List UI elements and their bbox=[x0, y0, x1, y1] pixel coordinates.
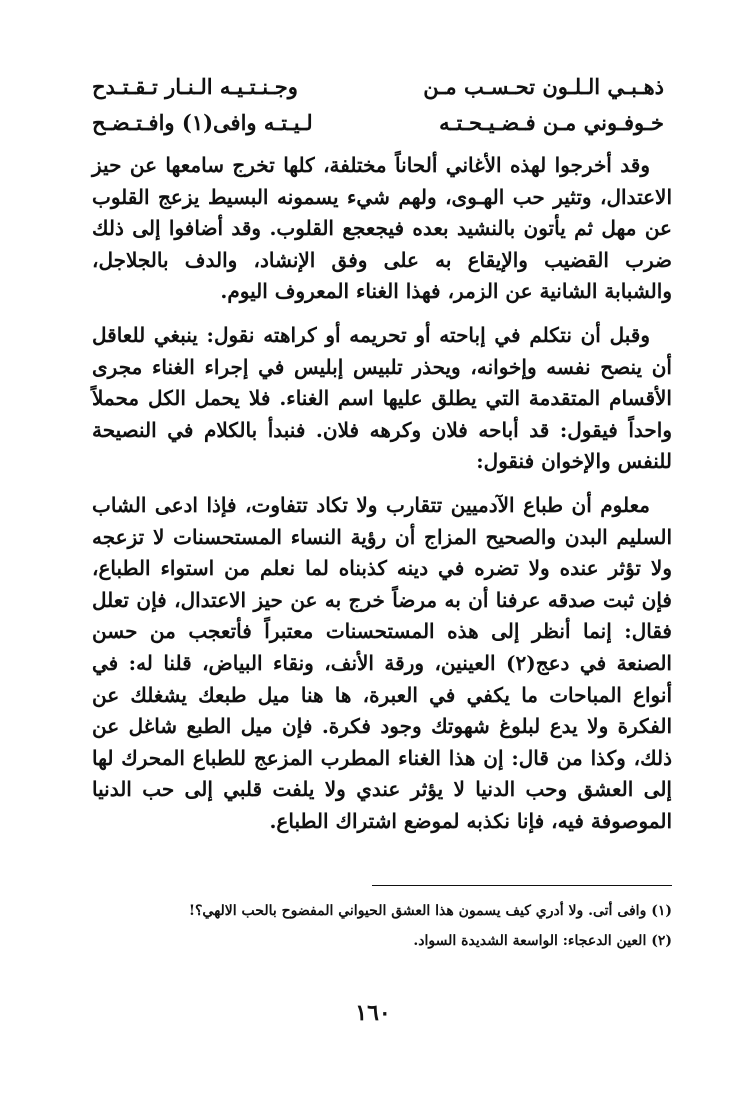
footnote-2: (٢) العين الدعجاء: الواسعة الشديدة السواد. bbox=[413, 933, 672, 949]
footnote-separator bbox=[372, 885, 672, 886]
verse-line-2-second-hemistich: لـيـتـه وافى(١) وافـتـضـح bbox=[92, 110, 313, 135]
paragraph-2: وقبل أن نتكلم في إباحته أو تحريمه أو كراهته نقول: ينبغي للعاقل أن ينصح نفسه وإخوانه، ويحذر تلبيس إبليس في إجراء الغناء مجرى الأقسام المتقدمة التي يطلق عليها اسم الغناء. فلا يحمل الكل محملاً واحداً فيقول: قد أباحه فلان وكرهه فلان. فنبدأ بالكلام في النصيحة للنفس والإخوان فنقول: bbox=[92, 322, 672, 474]
paragraph-3: معلوم أن طباع الآدميين تتقارب ولا تكاد تتفاوت، فإذا ادعى الشاب السليم البدن والصحيح المزاج أن رؤية النساء المستحسنات لا تزعجه ولا تؤثر عنده ولا تضره في دينه كذبناه لما نعلم من استواء الطباع، فإن ثبت صدقه عرفنا أن به مرضاً خرج به عن حيز الاعتدال، فإن تعلل فقال: إنما أنظر إلى هذه المستحسنات معتبراً فأتعجب من حسن الصنعة في دعج(٢) العينين، ورقة الأنف، ونقاء البياض، قلنا له: في أنواع المباحات ما يكفي في العبرة، ها هنا ميل طبعك يشغلك عن الفكرة ولا يدع لبلوغ شهوتك وجود فكرة. فإن ميل الطبع شاغل عن ذلك، وكذا من قال: إن هذا الغناء المطرب المزعج للطباع المحرك لها إلى العشق وحب الدنيا لا يؤثر عندي ولا يلفت قلبي إلى حب الدنيا الموصوفة فيه، فإنا نكذبه لموضع اشتراك الطباع. bbox=[92, 492, 672, 833]
verse-line-1 bbox=[92, 74, 664, 110]
footnotes bbox=[92, 900, 672, 960]
verse-line-2 bbox=[92, 110, 664, 146]
poem-verse bbox=[92, 74, 664, 146]
footnote-1: (١) وافى أتى. ولا أدري كيف يسمون هذا العشق الحيواني المفضوح بالحب الالهي؟! bbox=[188, 903, 672, 919]
page-number: ١٦٠ bbox=[355, 1000, 391, 1026]
verse-line-1-first-hemistich: ذهـبـي الـلـون تحـسـب مـن bbox=[423, 74, 664, 99]
verse-line-2-first-hemistich: خـوفـوني مـن فـضـيـحـتـه bbox=[439, 110, 664, 135]
body-text bbox=[92, 150, 672, 849]
verse-line-1-second-hemistich: وجـنـتـيـه الـنـار تـقـتـدح bbox=[92, 74, 298, 99]
paragraph-1: وقد أخرجوا لهذه الأغاني ألحاناً مختلفة، كلها تخرج سامعها عن حيز الاعتدال، وتثير حب الهـوى، ولهم شيء يسمونه البسيط يزعج القلوب عن مهل ثم يأتون بالنشيد بعده فيجعجع القلوب. وقد أضافوا إلى ذلك ضرب القضيب والإيقاع به على وفق الإنشاد، والدف بالجلاجل، والشبابة الشانية عن الزمر، فهذا الغناء المعروف اليوم. bbox=[92, 153, 672, 304]
